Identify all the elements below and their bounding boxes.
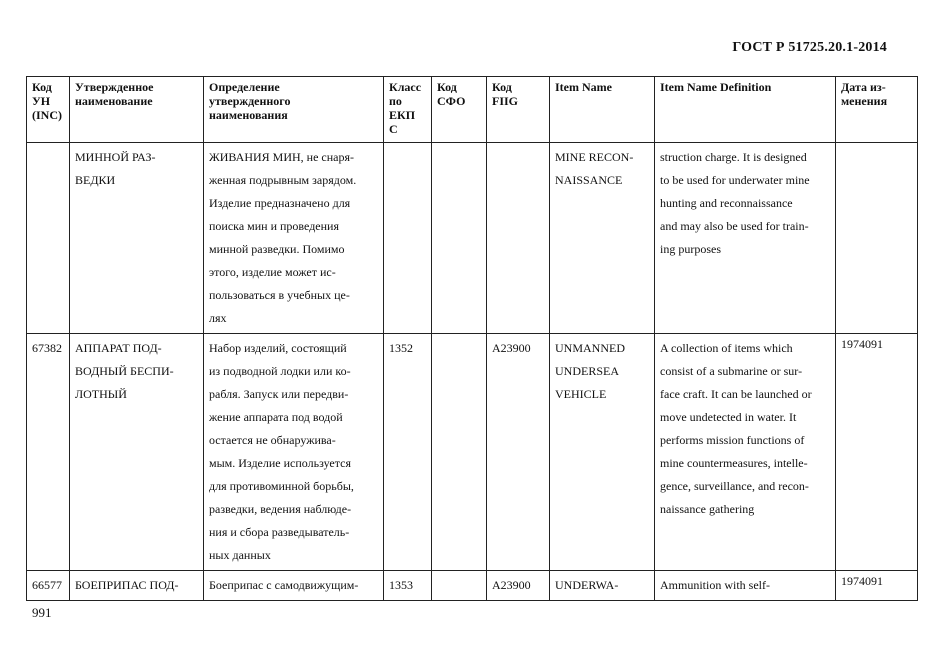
fiig-cell: A23900 [487,334,550,571]
nomenclature-table [26,76,918,601]
class-cell [384,143,432,334]
definition-cell: ЖИВАНИЯ МИН, не снаря- женная подрывным зарядом. Изделие предназначено для поиска мин и проведения минной разведки. Помимо этого, изделие может ис- пользоваться в учебных це- лях [204,143,384,334]
item-definition-cell: A collection of items which consist of a submarine or sur- face craft. It can be launched or move undetected in water. It performs mission functions of mine countermeasures, intelle- gence, surveillance, and recon- naissance gathering [655,334,836,571]
col-header-change-date: Дата из- менения [836,77,918,143]
sfo-cell [432,143,487,334]
table-row [27,334,918,571]
approved-name-cell: МИННОЙ РАЗ- ВЕДКИ [70,143,204,334]
definition-cell: Боеприпас с самодвижущим- [204,571,384,601]
inc-cell [27,143,70,334]
item-name-cell: UNDERWA- [550,571,655,601]
col-header-item-name: Item Name [550,77,655,143]
class-cell: 1352 [384,334,432,571]
col-header-approved-name: Утвержденное наименование [70,77,204,143]
change-date-cell: 1974091 [836,571,918,601]
col-header-sfo: Код СФО [432,77,487,143]
sfo-cell [432,571,487,601]
col-header-inc: Код УН (INC) [27,77,70,143]
class-cell: 1353 [384,571,432,601]
document-standard-header: ГОСТ Р 51725.20.1-2014 [732,40,887,55]
col-header-definition: Определение утвержденного наименования [204,77,384,143]
item-definition-cell: struction charge. It is designed to be used for underwater mine hunting and reconnaissance and may also be used for train- ing purposes [655,143,836,334]
change-date-cell: 1974091 [836,334,918,571]
item-definition-cell: Ammunition with self- [655,571,836,601]
sfo-cell [432,334,487,571]
item-name-cell: MINE RECON- NAISSANCE [550,143,655,334]
fiig-cell [487,143,550,334]
table-row [27,143,918,334]
col-header-item-definition: Item Name Definition [655,77,836,143]
col-header-fiig: Код FIIG [487,77,550,143]
approved-name-cell: АППАРАТ ПОД- ВОДНЫЙ БЕСПИ- ЛОТНЫЙ [70,334,204,571]
table-header-row [27,77,918,143]
inc-cell: 67382 [27,334,70,571]
col-header-class-ekps: Класс по ЕКП С [384,77,432,143]
page-number: 991 [32,605,52,620]
definition-cell: Набор изделий, состоящий из подводной лодки или ко- рабля. Запуск или передви- жение аппарата под водой остается не обнаружива- мым. Изделие используется для противоминной борьбы, разведки, ведения наблюде- ния и сбора разведыватель- ных данных [204,334,384,571]
change-date-cell [836,143,918,334]
approved-name-cell: БОЕПРИПАС ПОД- [70,571,204,601]
fiig-cell: A23900 [487,571,550,601]
inc-cell: 66577 [27,571,70,601]
table-row [27,571,918,601]
item-name-cell: UNMANNED UNDERSEA VEHICLE [550,334,655,571]
